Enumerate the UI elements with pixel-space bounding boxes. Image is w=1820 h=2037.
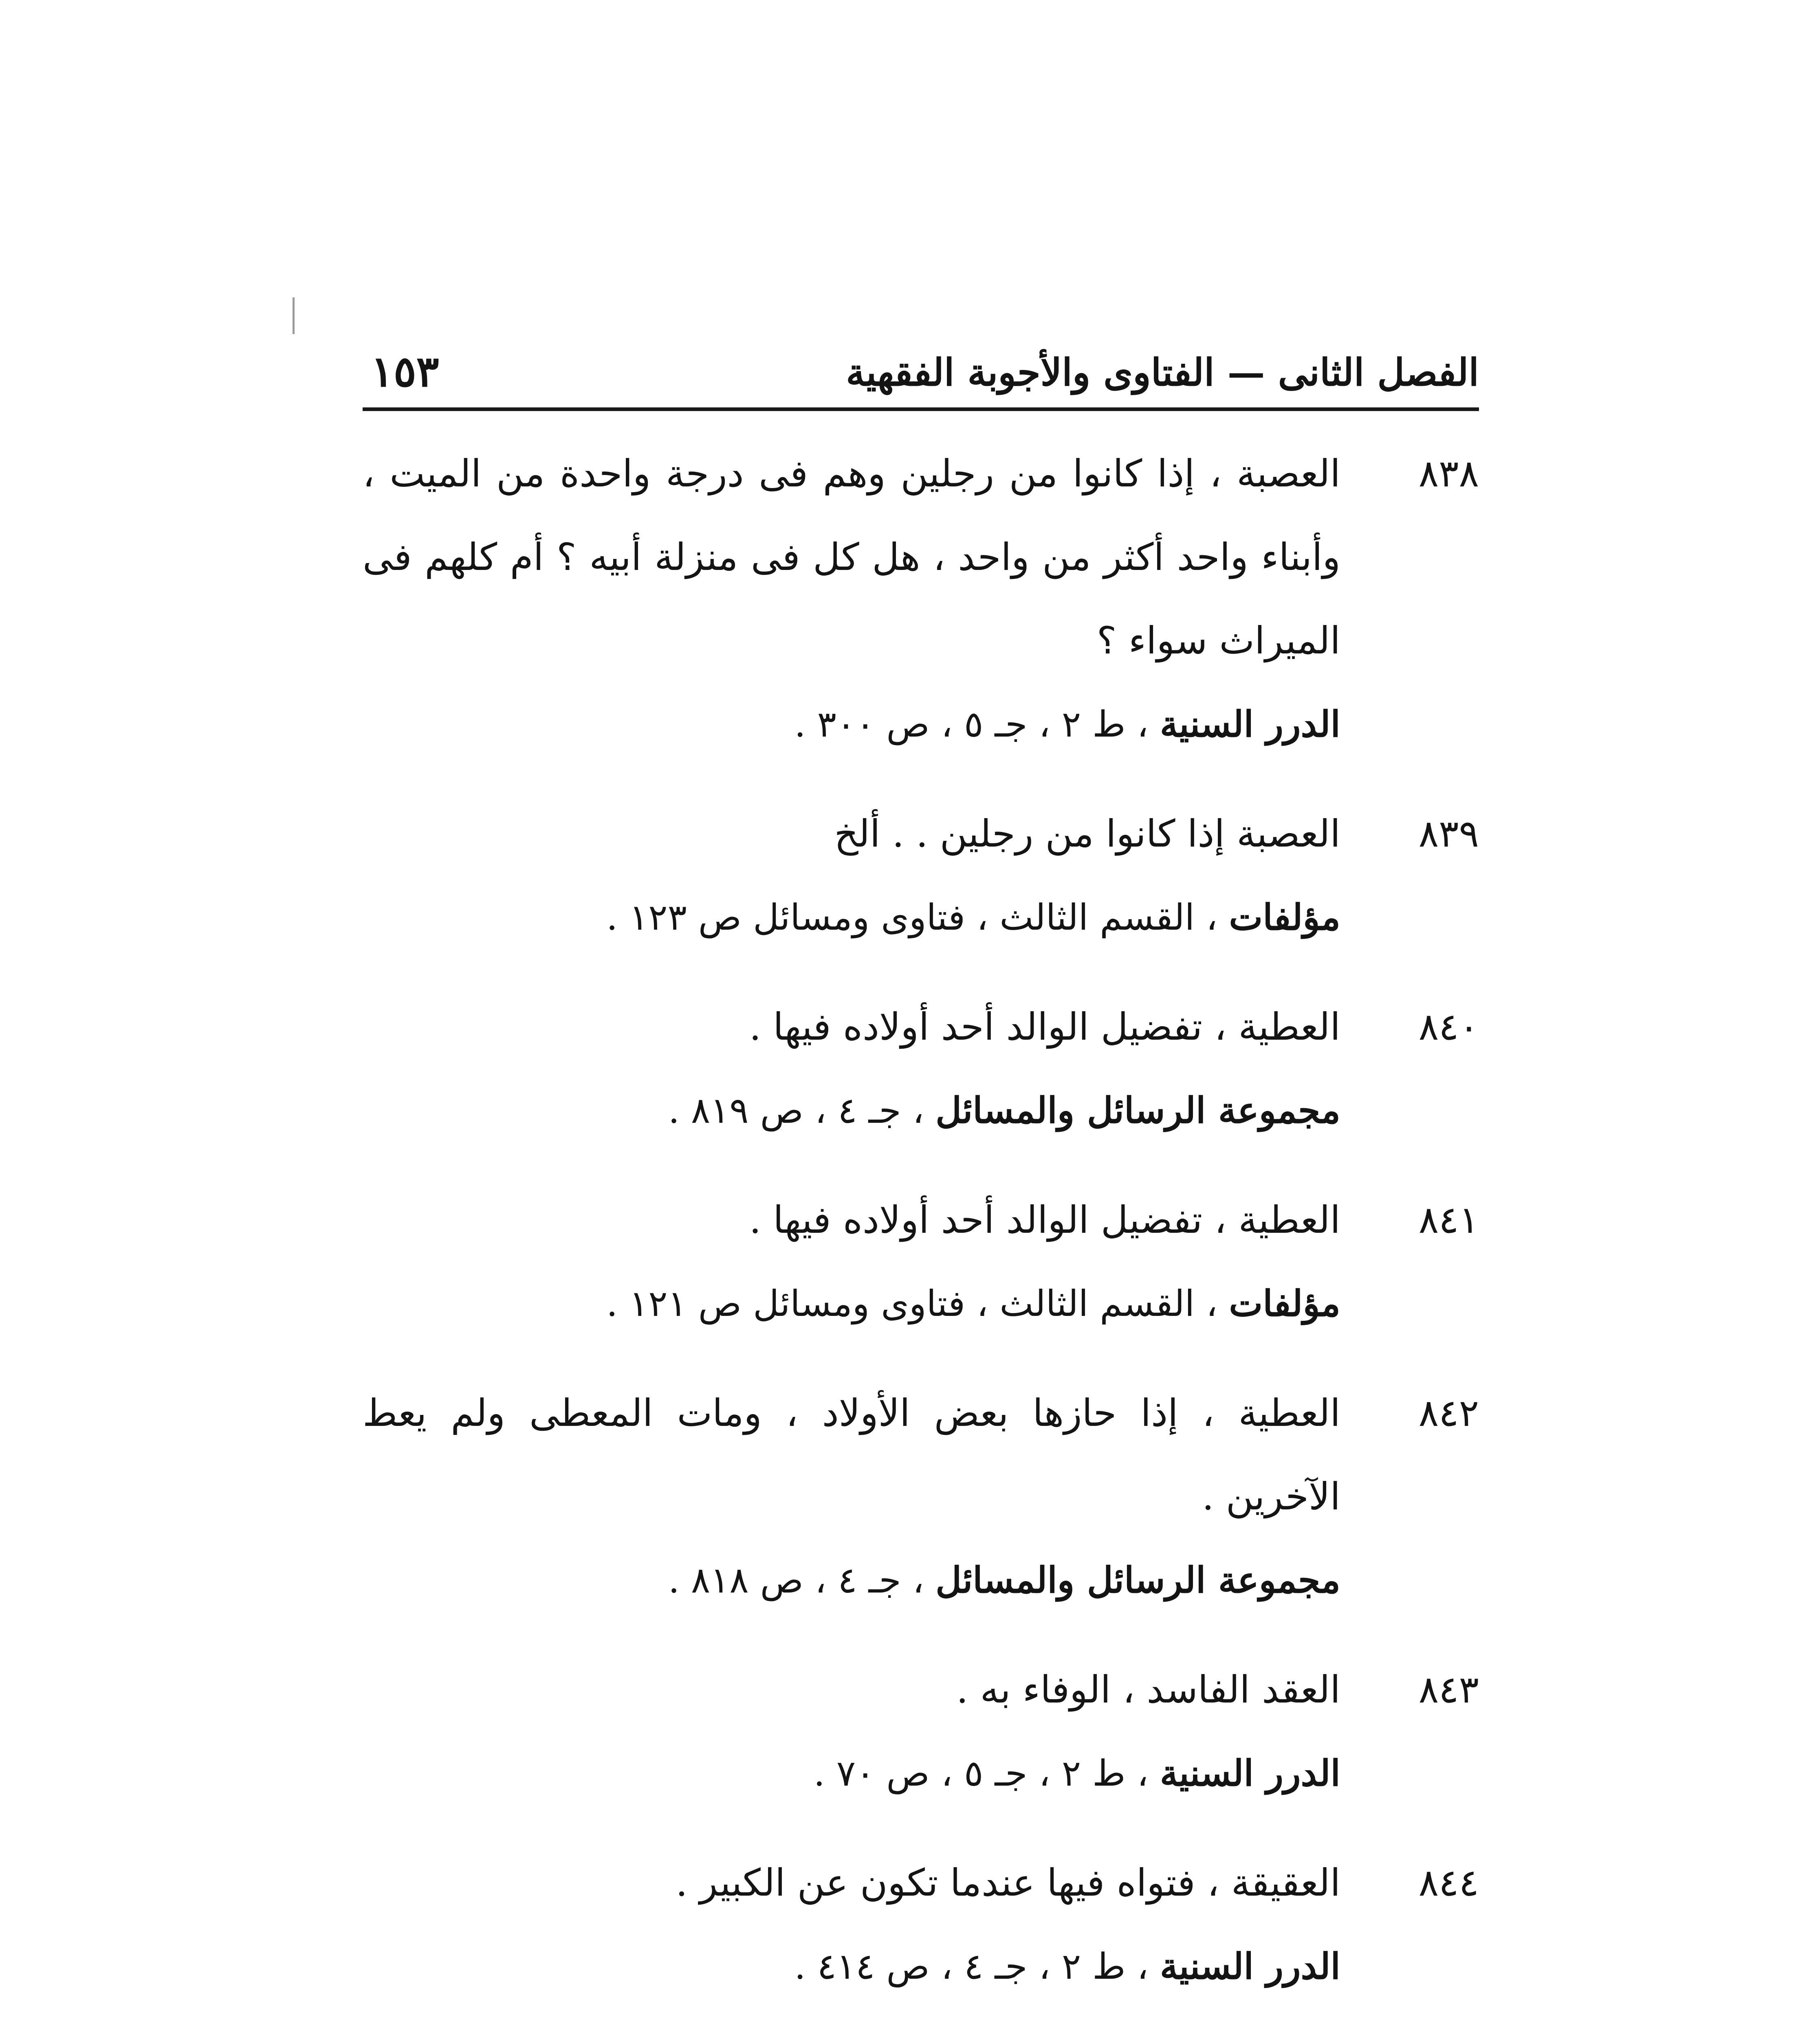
entry-845 bbox=[363, 2034, 1479, 2037]
entry-question: العقد الفاسد ، الوفاء به . bbox=[956, 1668, 1340, 1711]
entry-839 bbox=[363, 792, 1479, 959]
entry-question: العصبة إذا كانوا من رجلين . . ألخ bbox=[834, 812, 1340, 856]
source-citation: ، القسم الثالث ، فتاوى ومسائل ص ١٢٣ . bbox=[606, 896, 1229, 938]
entry-number: ٨٤٠ bbox=[1418, 1005, 1479, 1049]
source-title: مؤلفات bbox=[1229, 896, 1340, 938]
entry-reference bbox=[363, 1538, 1340, 1622]
entry-reference bbox=[363, 1925, 1340, 2008]
entry-838 bbox=[363, 432, 1479, 766]
source-title: الدرر السنية bbox=[1160, 703, 1340, 745]
margin-mark bbox=[293, 297, 295, 334]
source-title: الدرر السنية bbox=[1160, 1945, 1340, 1987]
entry-question: العطية ، تفضيل الوالد أحد أولاده فيها . bbox=[749, 1005, 1340, 1049]
entry-number bbox=[1369, 2034, 1479, 2037]
entry-reference bbox=[363, 1069, 1340, 1152]
header-rule bbox=[363, 407, 1479, 411]
entry-840 bbox=[363, 985, 1479, 1152]
entry-reference bbox=[363, 682, 1340, 766]
entry-question bbox=[363, 2034, 1340, 2037]
entry-843 bbox=[363, 1648, 1479, 1815]
entry-question: العطية ، إذا حازها بعض الأولاد ، ومات المعطى ولم يعط الآخرين . bbox=[363, 1391, 1340, 1518]
chapter-title: الفصل الثانى — الفتاوى والأجوبة الفقهية bbox=[846, 350, 1479, 394]
entry-reference bbox=[363, 1731, 1340, 1815]
entry-list bbox=[363, 432, 1479, 2037]
entry-reference bbox=[363, 1262, 1340, 1345]
entry-question: العطية ، تفضيل الوالد أحد أولاده فيها . bbox=[749, 1198, 1340, 1242]
source-citation: ، القسم الثالث ، فتاوى ومسائل ص ١٢١ . bbox=[606, 1282, 1229, 1324]
entry-number: ٨٤١ bbox=[1418, 1198, 1479, 1242]
source-citation: ، جـ ٤ ، ص ٨١٩ . bbox=[668, 1089, 936, 1131]
source-citation: ، ط ٢ ، جـ ٤ ، ص ٤١٤ . bbox=[794, 1945, 1160, 1987]
entry-question: العصبة ، إذا كانوا من رجلين وهم فى درجة واحدة من الميت ، وأبناء واحد أكثر من واحد ، هل كل فى منزلة أبيه ؟ أم كلهم فى الميراث سواء ؟ bbox=[363, 452, 1340, 662]
entry-number: ٨٤٣ bbox=[1418, 1668, 1479, 1711]
source-citation: ، جـ ٤ ، ص ٨١٨ . bbox=[668, 1559, 936, 1601]
entry-844 bbox=[363, 1841, 1479, 2008]
page-number: ١٥٣ bbox=[371, 346, 439, 396]
source-citation: ، ط ٢ ، جـ ٥ ، ص ٧٠ . bbox=[813, 1752, 1160, 1794]
entry-reference bbox=[363, 876, 1340, 959]
source-title: الدرر السنية bbox=[1160, 1752, 1340, 1794]
entry-question: العقيقة ، فتواه فيها عندما تكون عن الكبير . bbox=[676, 1861, 1340, 1905]
entry-841 bbox=[363, 1178, 1479, 1345]
source-title: مجموعة الرسائل والمسائل bbox=[935, 1559, 1340, 1601]
entry-number: ٨٤٢ bbox=[1418, 1391, 1479, 1435]
source-title: مؤلفات bbox=[1229, 1282, 1340, 1324]
entry-number: ٨٣٩ bbox=[1418, 812, 1479, 856]
source-citation: ، ط ٢ ، جـ ٥ ، ص ٣٠٠ . bbox=[794, 703, 1160, 745]
entry-842 bbox=[363, 1371, 1479, 1622]
running-header bbox=[363, 346, 1479, 407]
entry-number: ٨٤٤ bbox=[1418, 1861, 1479, 1905]
source-title: مجموعة الرسائل والمسائل bbox=[935, 1089, 1340, 1131]
entry-number: ٨٣٨ bbox=[1418, 452, 1479, 495]
